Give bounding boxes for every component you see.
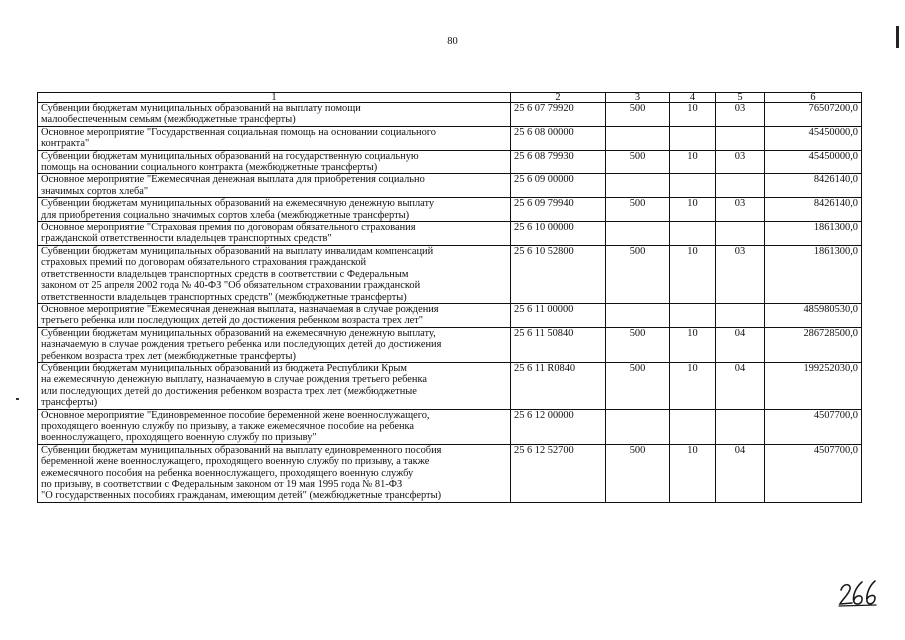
handwritten-page-number <box>838 578 878 608</box>
row-name: Основное мероприятие "Ежемесячная денежная выплата, назначаемая в случае рождения третьего ребенка или последующих детей до достижения ребенком возраста трех лет" <box>38 303 511 327</box>
row-col-5: 03 <box>716 198 765 222</box>
row-code: 25 6 10 00000 <box>511 222 606 246</box>
row-col-4: 10 <box>670 327 716 362</box>
row-name: Субвенции бюджетам муниципальных образований на ежемесячную денежную выплату для приобретения социально значимых сортов хлеба (межбюджетные трансферты) <box>38 198 511 222</box>
row-amount: 1861300,0 <box>765 222 862 246</box>
scan-margin-dot <box>16 398 19 400</box>
row-col-3: 500 <box>606 198 670 222</box>
row-code: 25 6 08 00000 <box>511 126 606 150</box>
row-col-4: 10 <box>670 362 716 409</box>
row-amount: 199252030,0 <box>765 362 862 409</box>
row-col-3: 500 <box>606 245 670 303</box>
header-col-3: 3 <box>606 93 670 103</box>
header-col-5: 5 <box>716 93 765 103</box>
row-col-5: 03 <box>716 150 765 174</box>
row-amount: 4507700,0 <box>765 444 862 502</box>
row-col-4: 10 <box>670 150 716 174</box>
row-col-3 <box>606 222 670 246</box>
row-code: 25 6 11 50840 <box>511 327 606 362</box>
row-name: Основное мероприятие "Ежемесячная денежная выплата для приобретения социально значимых сортов хлеба" <box>38 174 511 198</box>
row-name: Субвенции бюджетам муниципальных образований на государственную социальную помощь на основании социального контракта (межбюджетные трансферты) <box>38 150 511 174</box>
row-code: 25 6 07 79920 <box>511 103 606 127</box>
row-code: 25 6 10 52800 <box>511 245 606 303</box>
row-amount: 8426140,0 <box>765 198 862 222</box>
row-col-3: 500 <box>606 103 670 127</box>
table-row <box>38 198 862 222</box>
header-row <box>38 93 862 103</box>
row-col-3: 500 <box>606 150 670 174</box>
row-col-4: 10 <box>670 245 716 303</box>
table-row <box>38 303 862 327</box>
table-header <box>38 93 862 103</box>
row-amount: 4507700,0 <box>765 409 862 444</box>
header-col-1: 1 <box>38 93 511 103</box>
row-code: 25 6 11 00000 <box>511 303 606 327</box>
row-col-5 <box>716 303 765 327</box>
table-row <box>38 126 862 150</box>
row-code: 25 6 09 79940 <box>511 198 606 222</box>
row-amount: 286728500,0 <box>765 327 862 362</box>
row-name: Основное мероприятие "Государственная социальная помощь на основании социального контракта" <box>38 126 511 150</box>
row-col-3 <box>606 174 670 198</box>
table-row <box>38 222 862 246</box>
row-col-5 <box>716 126 765 150</box>
row-col-5: 04 <box>716 444 765 502</box>
row-code: 25 6 08 79930 <box>511 150 606 174</box>
row-col-4 <box>670 126 716 150</box>
row-col-4: 10 <box>670 103 716 127</box>
row-col-3: 500 <box>606 362 670 409</box>
table-row <box>38 174 862 198</box>
row-name: Основное мероприятие "Страховая премия по договорам обязательного страхования гражданской ответственности владельцев транспортных средств" <box>38 222 511 246</box>
row-col-5: 03 <box>716 103 765 127</box>
table-row <box>38 409 862 444</box>
row-code: 25 6 12 52700 <box>511 444 606 502</box>
row-col-5 <box>716 409 765 444</box>
row-amount: 76507200,0 <box>765 103 862 127</box>
table-row <box>38 245 862 303</box>
row-amount: 45450000,0 <box>765 150 862 174</box>
row-name: Субвенции бюджетам муниципальных образований из бюджета Республики Крым на ежемесячную денежную выплату, назначаемую в случае рождения третьего ребенка или последующих детей до достижения ребенком возраста трех лет (межбюджетные трансферты) <box>38 362 511 409</box>
row-name: Основное мероприятие "Единовременное пособие беременной жене военнослужащего, проходящего военную службу по призыву, а также ежемесячное пособие на ребенка военнослужащего, проходящего военную службу по призыву" <box>38 409 511 444</box>
row-code: 25 6 12 00000 <box>511 409 606 444</box>
row-col-4 <box>670 222 716 246</box>
row-col-4: 10 <box>670 198 716 222</box>
page-number: 80 <box>447 36 458 47</box>
row-col-3 <box>606 303 670 327</box>
row-code: 25 6 11 R0840 <box>511 362 606 409</box>
row-name: Субвенции бюджетам муниципальных образований на выплату помощи малообеспеченным семьям (межбюджетные трансферты) <box>38 103 511 127</box>
table-row <box>38 362 862 409</box>
row-col-5: 03 <box>716 245 765 303</box>
row-name: Субвенции бюджетам муниципальных образований на выплату инвалидам компенсаций страховых премий по договорам обязательного страхования гражданской ответственности владельцев транспортных средств в соответствии с Федеральным законом от 25 апреля 2002 года № 40-ФЗ "Об обязательном страховании гражданской ответственности владельцев транспортных средств" (межбюджетные трансферты) <box>38 245 511 303</box>
row-amount: 45450000,0 <box>765 126 862 150</box>
row-col-3: 500 <box>606 327 670 362</box>
row-name: Субвенции бюджетам муниципальных образований на выплату единовременного пособия беременной жене военнослужащего, проходящего военную службу по призыву, а также ежемесячного пособия на ребенка военнослужащего, проходящего военную службу по призыву, в соответствии с Федеральным законом от 19 мая 1995 года № 81-ФЗ "О государственных пособиях гражданам, имеющим детей" (межбюджетные трансферты) <box>38 444 511 502</box>
row-col-3 <box>606 409 670 444</box>
table-row <box>38 103 862 127</box>
row-col-5: 04 <box>716 362 765 409</box>
row-col-5: 04 <box>716 327 765 362</box>
row-col-5 <box>716 222 765 246</box>
table-row <box>38 327 862 362</box>
budget-table <box>37 92 862 503</box>
row-code: 25 6 09 00000 <box>511 174 606 198</box>
row-amount: 485980530,0 <box>765 303 862 327</box>
row-col-4 <box>670 409 716 444</box>
row-amount: 8426140,0 <box>765 174 862 198</box>
row-col-4 <box>670 174 716 198</box>
header-col-4: 4 <box>670 93 716 103</box>
scan-edge-mark <box>896 26 899 48</box>
row-col-4 <box>670 303 716 327</box>
row-col-3 <box>606 126 670 150</box>
row-col-3: 500 <box>606 444 670 502</box>
table-body <box>38 103 862 503</box>
table-row <box>38 150 862 174</box>
row-col-5 <box>716 174 765 198</box>
row-amount: 1861300,0 <box>765 245 862 303</box>
table-row <box>38 444 862 502</box>
header-col-6: 6 <box>765 93 862 103</box>
header-col-2: 2 <box>511 93 606 103</box>
row-col-4: 10 <box>670 444 716 502</box>
row-name: Субвенции бюджетам муниципальных образований на ежемесячную денежную выплату, назначаемую в случае рождения третьего ребенка или последующих детей до достижения ребенком возраста трех лет (межбюджетные трансферты) <box>38 327 511 362</box>
